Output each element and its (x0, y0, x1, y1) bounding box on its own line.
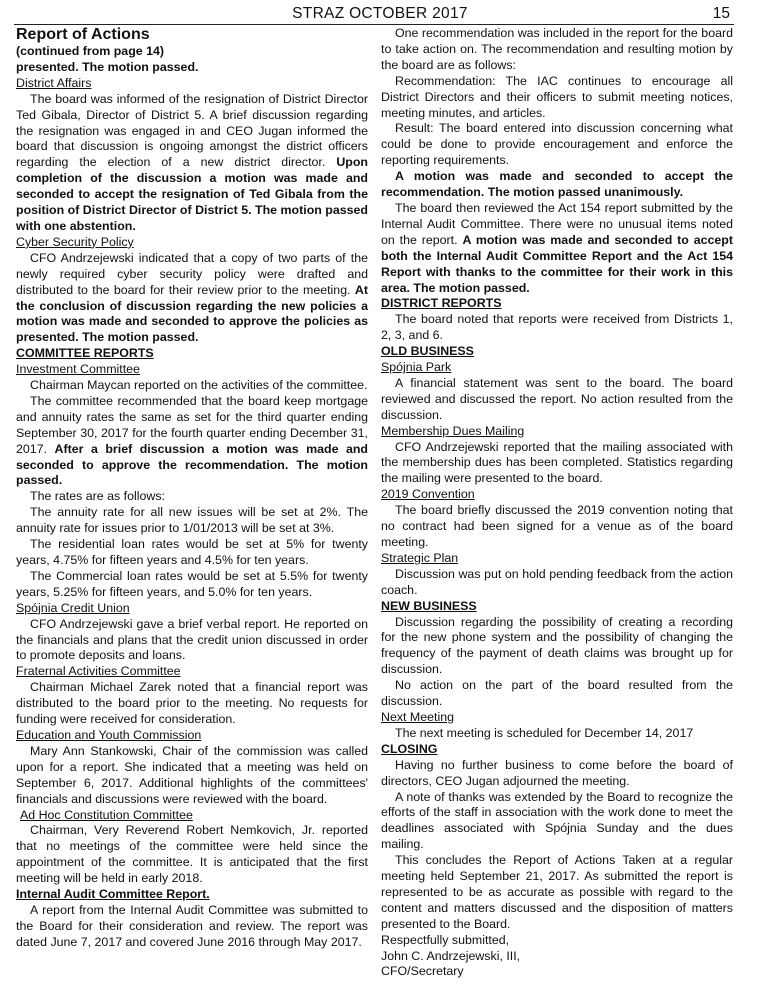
motion-text: At the conclusion of discussion regarding the new policies a motion was made and seconded to approve the policies as presented. The motion passed. (16, 282, 368, 345)
subheading-district-affairs: District Affairs (16, 75, 92, 90)
motion-text: A motion was made and seconded to accept the recommendation. The motion passed unanimously. (381, 169, 733, 200)
paragraph-motion (381, 169, 733, 201)
text: The committee recommended that the board keep mortgage and annuity rates the same as set for the third quarter ending September 30, 2017 for the fourth quarter ending December 31, 2017. (16, 393, 368, 456)
paragraph-new-business-1: Discussion regarding the possibility of creating a recording for the new phone system and the possibility of changing the frequency of the payment of death claims was brought up for discussion. (381, 614, 733, 677)
rates-commercial: The Commercial loan rates would be set at 5.5% for twenty years, 5.25% for fifteen years, and 5.0% for ten years. (16, 568, 368, 599)
right-column (381, 26, 733, 980)
section-old-business: OLD BUSINESS (381, 344, 474, 359)
subheading-spojnia-park: Spójnia Park (381, 360, 452, 375)
subheading-strategic-plan: Strategic Plan (381, 550, 459, 565)
paragraph-spojnia-park: A financial statement was sent to the board. The board reviewed and discussed the report. No action resulted from the discussion. (381, 375, 733, 422)
paragraph-closing-3: This concludes the Report of Actions Taken at a regular meeting held September 21, 2017. As submitted the report is represented to be as accurate as possible with regard to the content and matters discussed and the disposition of matters presented to the Board. (381, 853, 733, 931)
paragraph-education: Mary Ann Stankowski, Chair of the commission was called upon for a report. She indicated that a meeting was held on September 6, 2017. Additional highlights of the committees' financials and discussions were reviewed with the board. (16, 743, 368, 806)
section-district-reports: DISTRICT REPORTS (381, 296, 502, 311)
article-heading: Report of Actions (16, 26, 150, 43)
rates-annuity: The annuity rate for all new issues will be set at 2%. The annuity rate for issues prior to 1/01/2013 will be set at 3%. (16, 505, 368, 536)
rates-residential: The residential loan rates would be set at 5% for twenty years, 4.75% for fifteen years and 4.5% for ten years. (16, 537, 368, 567)
signature-line-2: John C. Andrzejewski, III, (381, 948, 521, 963)
paragraph-investment-1: Chairman Maycan reported on the activities of the committee. (30, 378, 368, 393)
paragraph-convention: The board briefly discussed the 2019 convention noting that no contract had been signed for a venue as of the board meeting. (381, 503, 733, 549)
paragraph-result: Result: The board entered into discussion concerning what could be done to provide encouragement and enforce the reporting requirements. (381, 121, 733, 168)
subheading-education: Education and Youth Commission (16, 727, 202, 742)
rates-intro: The rates are as follows: (30, 489, 165, 504)
signature-line-3: CFO/Secretary (381, 964, 464, 979)
paragraph-new-business-2: No action on the part of the board resulted from the discussion. (381, 678, 733, 709)
subheading-investment: Investment Committee (16, 362, 140, 377)
text: CFO Andrzejewski indicated that a copy of two parts of the newly required cyber security policy were drafted and distributed to the board for their review prior to the meeting. (16, 250, 368, 297)
section-new-business: NEW BUSINESS (381, 598, 477, 613)
subheading-cyber-security: Cyber Security Policy (16, 234, 134, 249)
section-closing: CLOSING (381, 741, 438, 756)
motion-text: After a brief discussion a motion was made and seconded to approve the recommendation. The motion passed. (16, 441, 369, 488)
paragraph-adhoc: Chairman, Very Reverend Robert Nemkovich, Jr. reported that no meetings of the committee were held since the appointment of the committee. It is anticipated that the first meeting will be held in early 2018. (16, 823, 368, 886)
publication-title: STRAZ OCTOBER 2017 (292, 5, 468, 22)
text: The board was informed of the resignation of District Director Ted Gibala, Director of District 5. A brief discussion regarding the resignation was engaged in and CEO Jugan informed the board that discussion is ongoing amongst the district officers regarding the election of a new district director. (16, 91, 368, 170)
paragraph-internal-audit: A report from the Internal Audit Committee was submitted to the Board for their consideration and review. The report was dated June 7, 2017 and covered June 2016 through May 2017. (16, 902, 368, 949)
motion-text: Upon completion of the discussion a motion was made and seconded to accept the resignation of Ted Gibala from the position of District Director of District 5. The motion passed with one abstention. (16, 155, 368, 233)
subheading-fraternal: Fraternal Activities Committee (16, 664, 181, 679)
paragraph-membership-dues: CFO Andrzejewski reported that the mailing associated with the membership dues has been completed. Statistics regarding the mailing were presented to the board. (381, 439, 733, 486)
section-committee-reports: COMMITTEE REPORTS (16, 346, 154, 361)
paragraph-recommendation: Recommendation: The IAC continues to encourage all District Directors and their officers to submit meeting notices, meeting minutes, and articles. (381, 73, 733, 120)
subheading-membership-dues: Membership Dues Mailing (381, 423, 525, 438)
paragraph-district-affairs (16, 92, 368, 235)
passed-note: presented. The motion passed. (16, 59, 199, 74)
paragraph-act-154 (381, 201, 733, 296)
paragraph-credit-union: CFO Andrzejewski gave a brief verbal report. He reported on the financials and plans that the credit union discussed in order to promote deposits and loans. (16, 616, 368, 663)
paragraph-closing-2: A note of thanks was extended by the Board to recognize the efforts of the staff in association with the work done to meet the deadlines associated with Spójnia Sunday and the dues mailing. (381, 789, 733, 852)
page-number: 15 (712, 5, 730, 22)
paragraph-cyber-security (16, 251, 368, 346)
subheading-adhoc: Ad Hoc Constitution Committee (20, 807, 193, 822)
paragraph-strategic-plan: Discussion was put on hold pending feedback from the action coach. (381, 566, 733, 597)
motion-text: A motion was made and seconded to accept both the Internal Audit Committee Report and the Act 154 Report with thanks to the committee for their work in this area. The motion passed. (381, 232, 733, 295)
paragraph-closing-1: Having no further business to come before the board of directors, CEO Jugan adjourned the meeting. (381, 757, 733, 788)
text: The board then reviewed the Act 154 report submitted by the Internal Audit Committee. There were no unusual items noted on the report. (381, 200, 733, 247)
paragraph-investment-2 (16, 394, 368, 489)
signature-line-1: Respectfully submitted, (381, 932, 510, 947)
subheading-internal-audit: Internal Audit Committee Report. (16, 887, 210, 902)
page-header (0, 4, 760, 24)
left-column (16, 26, 368, 951)
paragraph-fraternal: Chairman Michael Zarek noted that a financial report was distributed to the board prior to the meeting. No requests for funding were received for consideration. (16, 680, 368, 727)
subheading-credit-union: Spójnia Credit Union (16, 600, 130, 615)
subheading-next-meeting: Next Meeting (381, 709, 455, 724)
header-rule (14, 24, 734, 25)
paragraph-recommendation-intro: One recommendation was included in the report for the board to take action on. The recommendation and resulting motion by the board are as follows: (381, 26, 733, 72)
continued-note: (continued from page 14) (16, 44, 165, 58)
paragraph-district-reports: The board noted that reports were received from Districts 1, 2, 3, and 6. (381, 312, 733, 343)
subheading-convention: 2019 Convention (381, 487, 475, 502)
paragraph-next-meeting: The next meeting is scheduled for December 14, 2017 (395, 725, 694, 740)
